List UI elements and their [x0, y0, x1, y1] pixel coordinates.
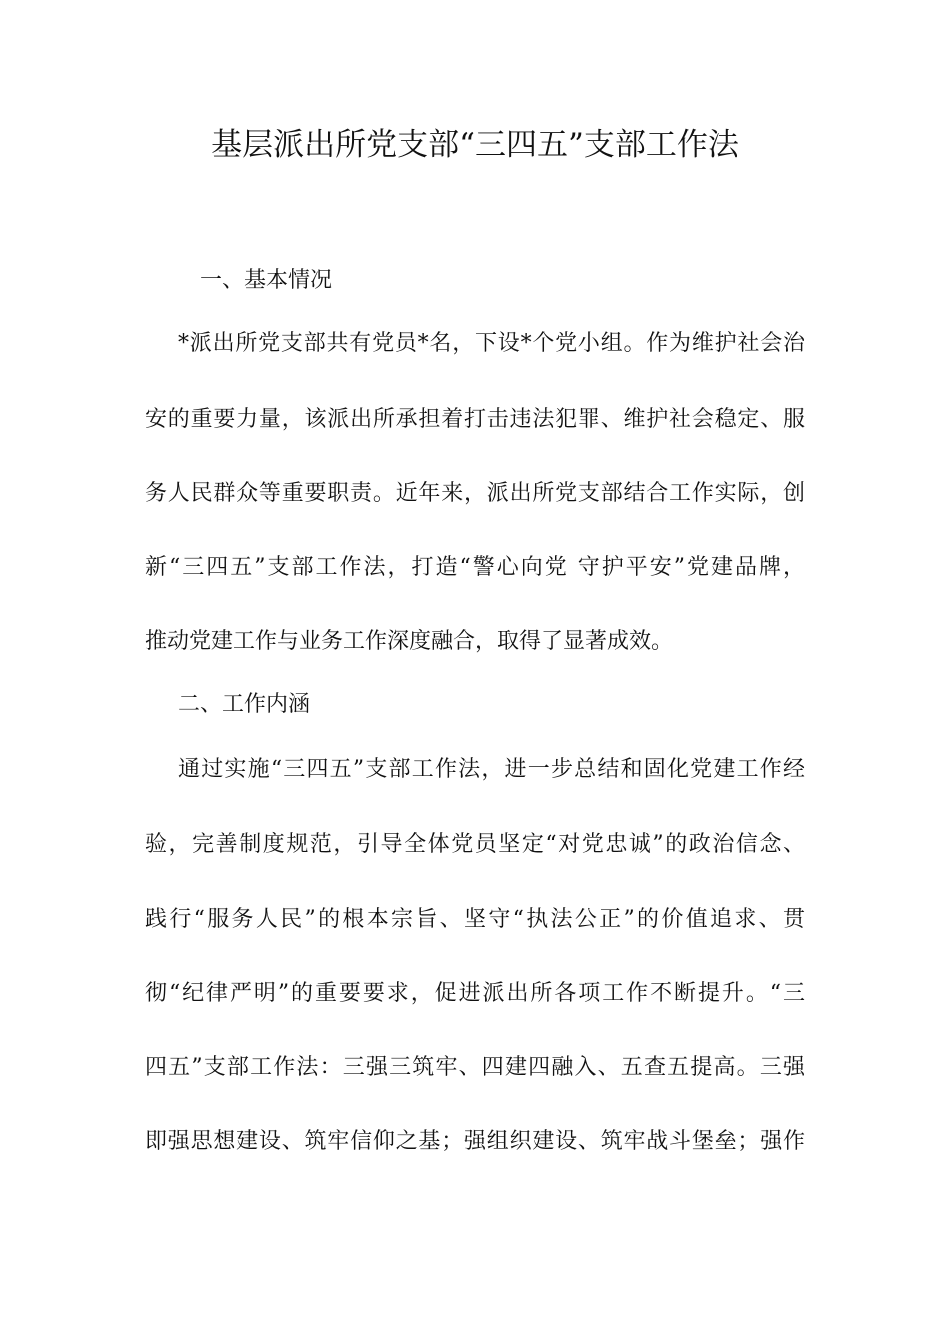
- paragraph-line: 安的重要力量，该派出所承担着打击违法犯罪、维护社会稳定、服: [145, 407, 805, 432]
- document-title: 基层派出所党支部“三四五”支部工作法: [211, 127, 739, 163]
- paragraph-line: *派出所党支部共有党员*名，下设*个党小组。作为维护社会治: [178, 331, 805, 356]
- paragraph-line: 推动党建工作与业务工作深度融合，取得了显著成效。: [145, 629, 674, 654]
- paragraph-line: 新“三四五”支部工作法，打造“警心向党 守护平安”党建品牌，: [145, 555, 805, 580]
- paragraph-line: 务人民群众等重要职责。近年来，派出所党支部结合工作实际，创: [145, 481, 805, 506]
- section-heading-basic-situation: 一、基本情况: [200, 268, 333, 293]
- paragraph-line: 即强思想建设、筑牢信仰之基；强组织建设、筑牢战斗堡垒；强作: [145, 1129, 805, 1154]
- paragraph-line: 通过实施“三四五”支部工作法，进一步总结和固化党建工作经: [178, 757, 805, 782]
- paragraph-line: 验，完善制度规范，引导全体党员坚定“对党忠诚”的政治信念、: [145, 832, 805, 857]
- paragraph-line: 彻“纪律严明”的重要要求，促进派出所各项工作不断提升。“三: [145, 981, 805, 1006]
- section-heading-work-connotation: 二、工作内涵: [178, 692, 311, 717]
- paragraph-line: 四五”支部工作法：三强三筑牢、四建四融入、五查五提高。三强: [145, 1055, 805, 1080]
- paragraph-line: 践行“服务人民”的根本宗旨、坚守“执法公正”的价值追求、贯: [145, 907, 805, 932]
